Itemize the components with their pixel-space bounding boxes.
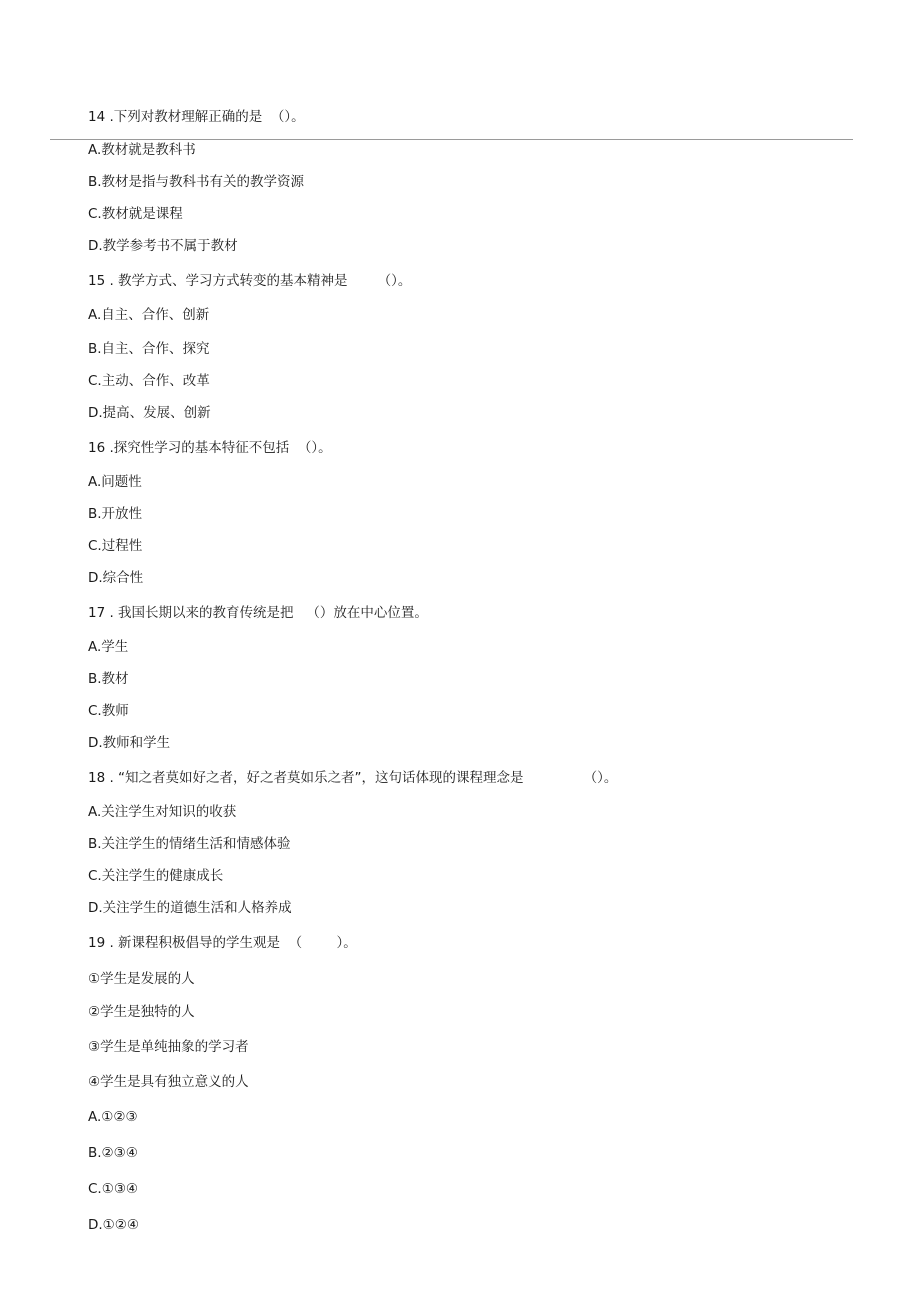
question-16-option-a: A.问题性 — [88, 474, 142, 490]
question-14-stem: 14 .下列对教材理解正确的是 （）。 — [88, 109, 305, 125]
question-19-statement-1: ①学生是发展的人 — [88, 971, 195, 987]
question-18-option-d: D.关注学生的道德生活和人格养成 — [88, 900, 292, 916]
question-19-stem: 19 . 新课程积极倡导的学生观是 （ ）。 — [88, 935, 357, 951]
question-18-stem: 18 . “知之者莫如好之者，好之者莫如乐之者”，这句话体现的课程理念是 （）。 — [88, 770, 618, 786]
question-19-statement-3: ③学生是单纯抽象的学习者 — [88, 1039, 249, 1055]
question-19-option-a: A.①②③ — [88, 1109, 138, 1125]
question-17-option-a: A.学生 — [88, 639, 129, 655]
question-17-option-c: C.教师 — [88, 703, 129, 719]
question-19-statement-2: ②学生是独特的人 — [88, 1004, 195, 1020]
question-18-option-b: B.关注学生的情绪生活和情感体验 — [88, 836, 291, 852]
question-15-option-d: D.提高、发展、创新 — [88, 405, 211, 421]
question-16-stem: 16 .探究性学习的基本特征不包括 （）。 — [88, 440, 332, 456]
question-17-option-d: D.教师和学生 — [88, 735, 171, 751]
question-19-statement-4: ④学生是具有独立意义的人 — [88, 1074, 249, 1090]
question-17-stem: 17 . 我国长期以来的教育传统是把 （）放在中心位置。 — [88, 605, 428, 621]
question-15-option-c: C.主动、合作、改革 — [88, 373, 210, 389]
question-14-option-a: A.教材就是教科书 — [88, 142, 196, 158]
question-18-option-c: C.关注学生的健康成长 — [88, 868, 224, 884]
question-19-option-c: C.①③④ — [88, 1181, 139, 1197]
question-19-option-b: B.②③④ — [88, 1145, 138, 1161]
question-14-option-b: B.教材是指与教科书有关的教学资源 — [88, 174, 305, 190]
question-15-option-b: B.自主、合作、探究 — [88, 341, 210, 357]
question-17-option-b: B.教材 — [88, 671, 129, 687]
question-16-option-c: C.过程性 — [88, 538, 143, 554]
question-14-option-d: D.教学参考书不属于教材 — [88, 238, 238, 254]
question-16-option-b: B.开放性 — [88, 506, 143, 522]
question-15-stem: 15 . 教学方式、学习方式转变的基本精神是 （）。 — [88, 273, 412, 289]
question-18-option-a: A.关注学生对知识的收获 — [88, 804, 237, 820]
question-15-option-a: A.自主、合作、创新 — [88, 307, 210, 323]
question-16-option-d: D.综合性 — [88, 570, 144, 586]
header-rule — [50, 139, 853, 140]
question-19-option-d: D.①②④ — [88, 1217, 139, 1233]
question-14-option-c: C.教材就是课程 — [88, 206, 183, 222]
